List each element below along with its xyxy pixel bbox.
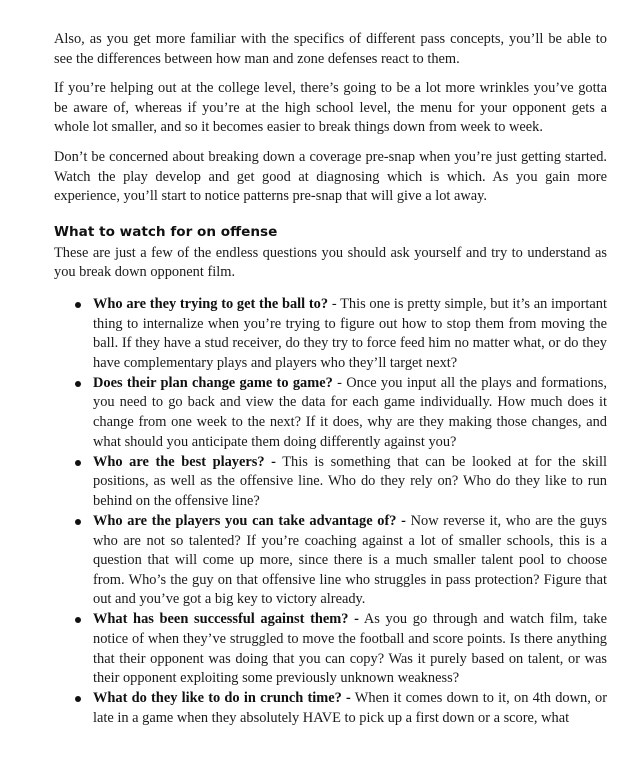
question: Who are the best players? - [93,453,276,470]
document-page [54,30,607,729]
question: Who are the players you can take advantage of? - [93,512,406,529]
bullet-icon [75,381,81,387]
question: What has been successful against them? - [93,611,359,628]
answer: As you go through and watch film, take notice of when they’ve struggled to move the football and score points. Is there anything that their opponent was doing that you can copy? Was it purely based on talent, or was their opponent exploiting some previously unknown weakness? [93,611,607,687]
section-intro: These are just a few of the endless questions you should ask yourself and try to understand as you break down opponent film. [54,244,607,281]
question: What do they like to do in crunch time? - [93,690,351,707]
bullet-icon [75,460,81,466]
list-item [93,512,607,610]
separator: - [328,295,341,312]
question: Does their plan change game to game? [93,374,333,391]
list-item [93,295,607,373]
paragraph: Don’t be concerned about breaking down a coverage pre-snap when you’re just getting started. Watch the play develop and get good at diagnosing which is which. As you gain more experience, you’ll start to notice patterns pre-snap that will give a lot away. [54,148,607,205]
bullet-icon [75,617,81,623]
list-item [93,689,607,728]
list-item [93,453,607,512]
bullet-icon [75,696,81,702]
answer: Once you input all the plays and formations, you need to go back and view the data for each game individually. How much does it change from one week to the next? If it does, why are they making those changes, and what should you anticipate them doing differently against you? [93,374,608,450]
bullet-icon [75,302,81,308]
answer: Now reverse it, who are the guys who are not so talented? If you’re coaching against a lot of smaller schools, this is a question that will come up more, since there is a much smaller talent pool to choose from. Who’s the guy on that offensive line who struggles in pass protection? Figure that out and you’ve got a big key to victory already. [93,512,607,608]
paragraph: Also, as you get more familiar with the specifics of different pass concepts, you’ll be able to see the differences between how man and zone defenses react to them. [54,31,607,67]
section-heading: What to watch for on offense [54,223,278,240]
answer: When it comes down to it, on 4th down, or late in a game when they absolutely HAVE to pick up a first down or a score, what [93,690,607,726]
question: Who are they trying to get the ball to? [93,295,329,312]
question-list [54,295,607,729]
paragraph: If you’re helping out at the college level, there’s going to be a lot more wrinkles you’ve gotta be aware of, whereas if you’re at the high school level, the menu for your opponent gets a whole lot smaller, and so it becomes easier to break things down from week to week. [54,80,607,136]
answer: This one is pretty simple, but it’s an important thing to internalize when you’re trying to figure out how to stop them from moving the ball. If they have a stud receiver, do they try to force feed him no matter what, or do they have complementary plays and players who they’ll target next? [93,295,608,371]
bullet-icon [75,519,81,525]
answer: This is something that can be looked at for the skill positions, as well as the offensive line. Who do they rely on? Who do they like to run behind on the offensive line? [93,453,608,509]
separator: - [332,374,347,391]
list-item [93,610,607,688]
list-item [93,374,607,452]
